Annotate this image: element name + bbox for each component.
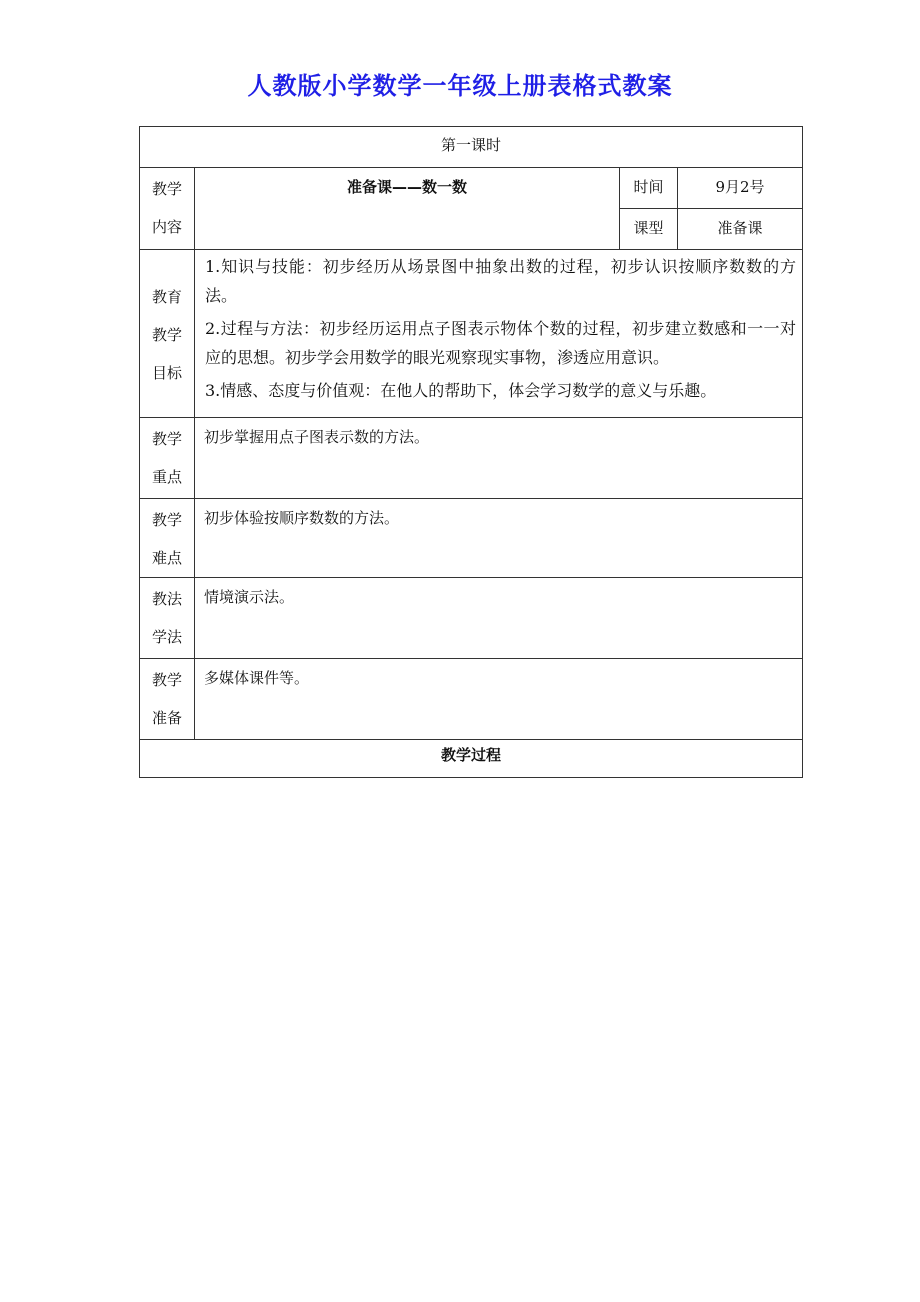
time-label: 时间 [620,168,678,209]
prep-label-line-2: 准备 [151,709,182,727]
difficulty-row [140,499,803,578]
process-heading: 教学过程 [140,740,803,778]
difficulty-label-line-1: 教学 [151,511,182,529]
prep-label [140,659,195,740]
process-row [140,740,803,778]
difficulty-text: 初步体验按顺序数数的方法。 [195,499,803,578]
goal-item-3: 3.情感、态度与价值观：在他人的帮助下，体会学习数学的意义与乐趣。 [205,381,717,400]
type-value: 准备课 [678,209,803,250]
goal-item-2: 2.过程与方法：初步经历运用点子图表示物体个数的过程，初步建立数感和一一对应的思想。初步学会用数学的眼光观察现实事物，渗透应用意识。 [205,319,797,367]
key-point-label-line-2: 重点 [151,468,182,486]
goals-label-line-1: 教育 [151,287,182,306]
goal-item-1: 1.知识与技能：初步经历从场景图中抽象出数的过程，初步认识按顺序数数的方法。 [205,257,797,305]
difficulty-label-line-2: 难点 [151,549,182,567]
prep-label-line-1: 教学 [151,671,182,689]
prep-text: 多媒体课件等。 [195,659,803,740]
key-point-label [140,418,195,499]
lesson-plan-table [139,126,803,778]
key-point-text: 初步掌握用点子图表示数的方法。 [195,418,803,499]
goals-cell [195,250,803,418]
key-point-row [140,418,803,499]
type-label: 课型 [620,209,678,250]
goals-row [140,250,803,418]
time-value: 9月2号 [678,168,803,209]
document-title: 人教版小学数学一年级上册表格式教案 [247,72,673,100]
method-row [140,578,803,659]
content-row-1 [140,168,803,209]
goals-label-line-2: 教学 [151,325,182,344]
goals-label-line-3: 目标 [151,363,182,382]
content-label-line-2: 内容 [151,218,182,236]
content-label-line-1: 教学 [151,180,182,198]
key-point-label-line-1: 教学 [151,430,182,448]
method-text: 情境演示法。 [195,578,803,659]
difficulty-label [140,499,195,578]
method-label-line-2: 学法 [151,628,182,646]
goals-label [140,250,195,418]
content-label [140,168,195,250]
lesson-period: 第一课时 [140,127,803,168]
lesson-topic: 准备课——数一数 [195,168,620,250]
method-label-line-1: 教法 [151,590,182,608]
period-row [140,127,803,168]
method-label [140,578,195,659]
prep-row [140,659,803,740]
